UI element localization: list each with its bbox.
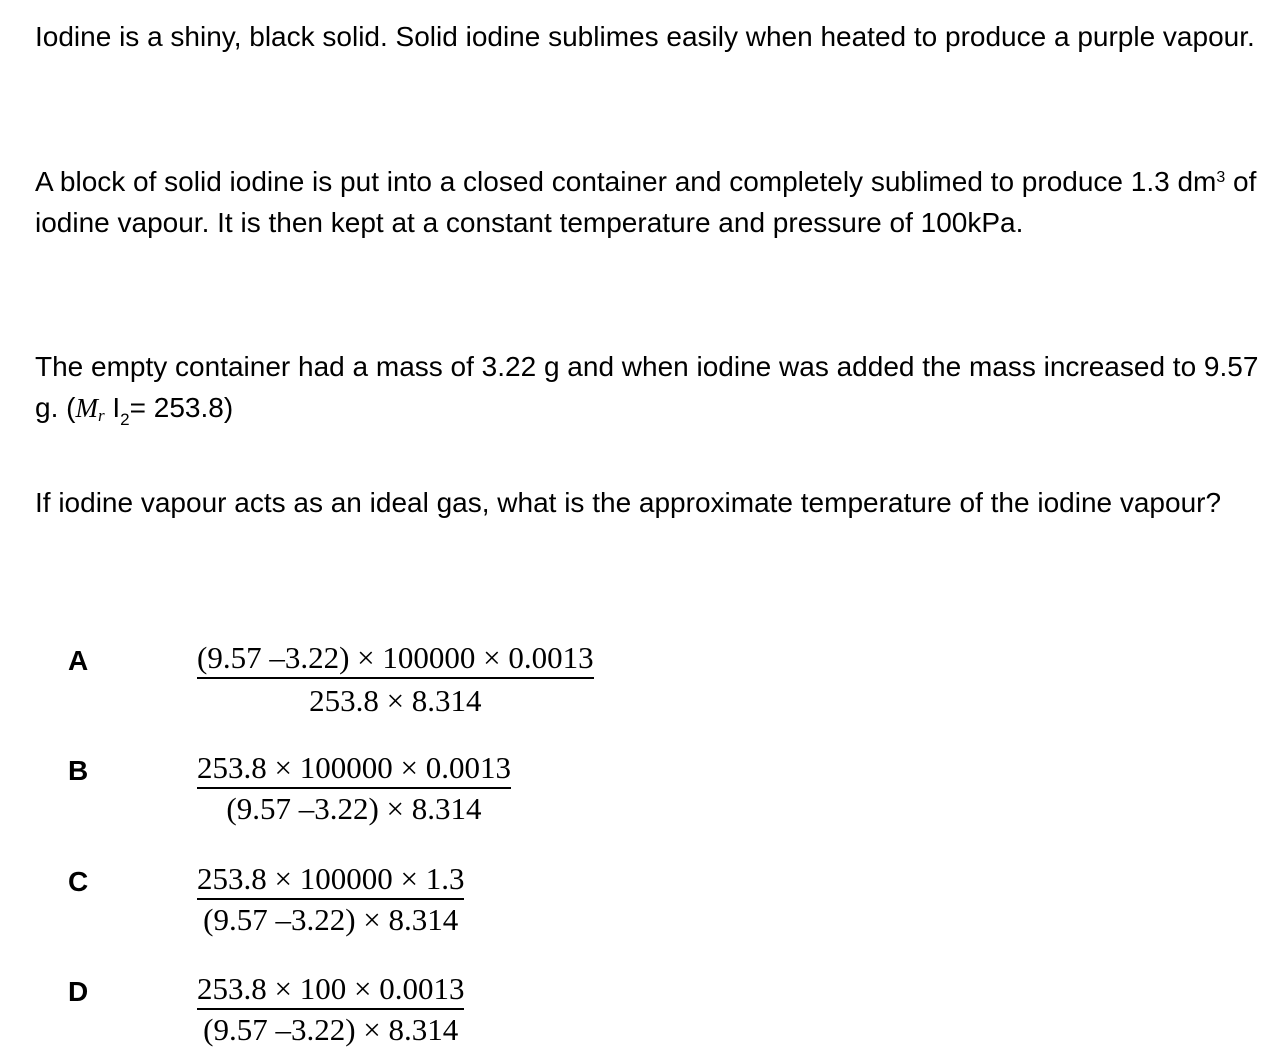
mr-symbol-letter: M <box>75 393 98 423</box>
fraction-numerator: 253.8 × 100000 × 0.0013 <box>197 750 511 789</box>
iodine-subscript: 2 <box>120 410 130 429</box>
fraction-numerator: 253.8 × 100 × 0.0013 <box>197 971 464 1010</box>
question-paragraph-setup <box>35 161 1285 243</box>
prompt-text: If iodine vapour acts as an ideal gas, what is the approximate temperature of the iodine vapour? <box>35 487 1222 518</box>
option-fraction <box>197 971 464 1048</box>
option-letter: D <box>68 976 89 1007</box>
mass-text-start: The empty container had a mass of 3.22 g and when iodine was added the mass increased to 9.57 g. ( <box>35 351 1259 423</box>
answer-option-c[interactable] <box>0 861 1286 951</box>
fraction-denominator: (9.57 –3.22) × 8.314 <box>203 902 459 937</box>
setup-text-start: A block of solid iodine is put into a closed container and completely sublimed to produce 1.3 dm <box>35 166 1217 197</box>
iodine-symbol: I <box>104 392 121 423</box>
fraction-numerator: (9.57 –3.22) × 100000 × 0.0013 <box>197 640 594 679</box>
option-fraction <box>197 640 594 719</box>
mass-text-end: = 253.8) <box>129 392 234 423</box>
option-letter: C <box>68 866 89 897</box>
setup-text-end: of iodine vapour. It is then kept at a constant temperature and pressure of 100kPa. <box>35 166 1257 238</box>
answer-option-a[interactable] <box>0 640 1286 730</box>
question-prompt <box>35 482 1285 523</box>
fraction-denominator: (9.57 –3.22) × 8.314 <box>226 791 482 826</box>
option-fraction <box>197 750 511 827</box>
fraction-numerator: 253.8 × 100000 × 1.3 <box>197 861 464 900</box>
option-letter: B <box>68 755 89 786</box>
question-paragraph-intro <box>35 16 1285 57</box>
cubic-superscript: 3 <box>1216 169 1226 186</box>
intro-text: Iodine is a shiny, black solid. Solid iodine sublimes easily when heated to produce a purple vapour. <box>35 21 1255 52</box>
answer-option-d[interactable] <box>0 971 1286 1061</box>
option-fraction <box>197 861 464 938</box>
answer-option-b[interactable] <box>0 750 1286 840</box>
question-paragraph-mass <box>35 346 1285 432</box>
fraction-denominator: 253.8 × 8.314 <box>309 683 482 718</box>
fraction-denominator: (9.57 –3.22) × 8.314 <box>203 1012 459 1047</box>
option-letter: A <box>68 645 89 676</box>
relative-molecular-mass-symbol <box>75 393 104 423</box>
mr-subscript: r <box>97 406 105 425</box>
